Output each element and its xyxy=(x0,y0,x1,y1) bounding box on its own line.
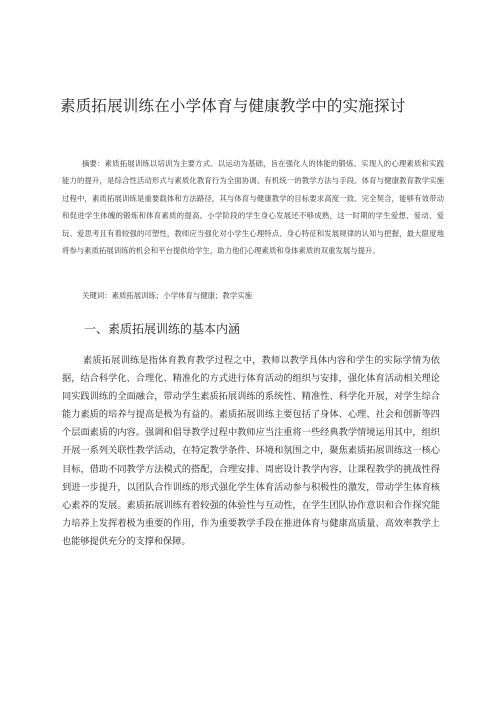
section-heading: 一、素质拓展训练的基本内涵 xyxy=(84,322,241,336)
paper-title: 素质拓展训练在小学体育与健康教学中的实施探讨 xyxy=(60,97,406,115)
body-paragraph: 素质拓展训练是指体育教育教学过程之中，教师以教学具体内容和学生的实际学情为依据，结合科学化、合理化、精准化的方式进行体育活动的组织与安排，强化体育活动相关理论同实践训练的全面融合，带动学生素质拓展训练的系统性、精准性、科学化开展，对学生综合能力素质的培养与提高是极为有益的。素质拓展训练主要包括了身体、心理、社会和创新等四个层面素质的内容。强调和倡导教学过程中教师应当注重将一些经典教学情境运用其中，组织开展一系列关联性教学活动，在特定教学条件、环境和氛围之中，聚焦素质拓展训练这一核心目标，借助不同教学方法模式的搭配，合理安排、周密设计教学内容，让课程教学的挑战性得到进一步提升，以团队合作训练的形式强化学生体育活动参与积极性的激发，带动学生体育核心素养的发展。素质拓展训练有着较强的体验性与互动性，在学生团队协作意识和合作探究能力培养上发挥着极为重要的作用，作为重要教学手段在推进体育与健康高质量、高效率教学上也能够提供充分的支撑和保障。 xyxy=(62,355,440,547)
keywords-line: 关键词：素质拓展训练；小学体育与健康；教学实施 xyxy=(82,291,252,300)
abstract-paragraph: 摘要：素质拓展训练以培训为主要方式、以运动为基础，旨在强化人的体能的锻炼、实现人的心理素质和实践能力的提升，是综合性活动形式与素质化教育行为全面协调、有机统一的教学方法与手段。体育与健康教育教学实施过程中，素质拓展训练是重要载体和方法路径，其与体育与健康教学的目标要求高度一致、完全契合，能够有效带动和促进学生体魄的锻炼和体育素质的提高。小学阶段的学生身心发展还不够成熟，这一时期的学生爱想、爱动、爱玩、爱思考且有着较强的可塑性，教师应当强化对小学生心理特点、身心特征和发展规律的认知与把握，最大限度地将参与素质拓展训练的机会和平台提供给学生，助力他们心理素质和身体素质的双重发展与提升。 xyxy=(62,159,444,256)
